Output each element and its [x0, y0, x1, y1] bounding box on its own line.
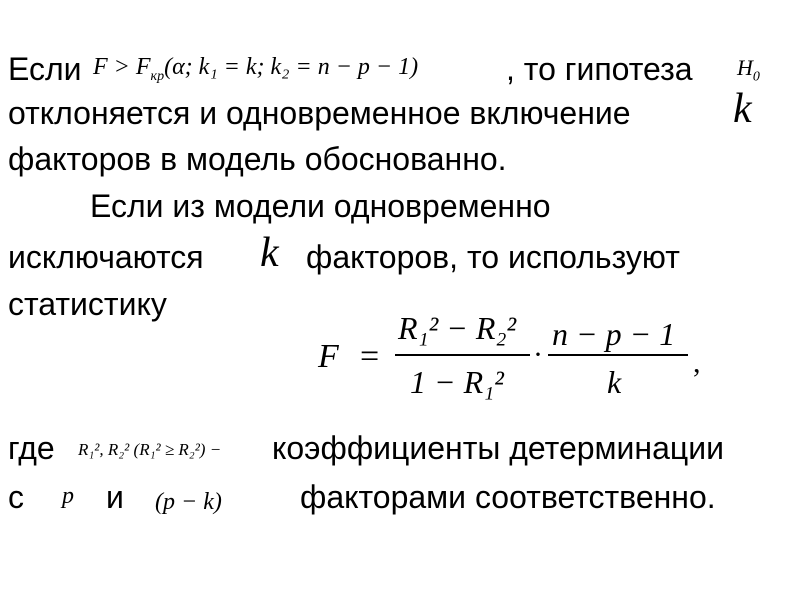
hyp-letter: H	[737, 55, 753, 80]
line8-mid: и	[106, 479, 124, 515]
fraction1-bar	[395, 354, 530, 356]
eq-lhs: F	[318, 338, 339, 375]
line5-right: факторов, то используют	[306, 239, 680, 275]
hyp-index: 0	[752, 69, 760, 85]
line1-suffix: , то гипотеза	[506, 51, 693, 87]
var-p-minus-k: (p − k)	[155, 489, 222, 515]
fraction1-denominator: 1 − R₁²	[410, 364, 504, 400]
fraction2-numerator: n − p − 1	[552, 316, 676, 352]
line1-prefix: Если	[8, 51, 82, 87]
fraction1-numerator: R₁² − R₂²	[398, 310, 517, 346]
fraction2-denominator: k	[607, 364, 622, 400]
var-p: p	[62, 483, 74, 509]
line7-suffix: коэффициенты детерминации	[272, 430, 724, 466]
var-k-2: k	[260, 230, 279, 276]
line8-prefix: с	[8, 479, 24, 515]
line7-prefix: где	[8, 430, 55, 466]
line2-text: отклоняется и одновременное включение	[8, 95, 631, 131]
line3-text: факторов в модель обоснованно.	[8, 141, 507, 177]
eq-dot: ·	[533, 338, 543, 371]
formula-main: F > F	[93, 54, 151, 80]
var-k-1: k	[733, 86, 752, 132]
line8-suffix: факторами соответственно.	[300, 479, 716, 515]
formula-args: (α; k₁ = k; k₂ = n − p − 1)	[164, 54, 419, 80]
eq-equals: =	[360, 338, 380, 375]
formula-sub: кр	[150, 68, 165, 84]
hypothesis-symbol	[737, 55, 760, 85]
condition-formula	[93, 54, 419, 84]
line4-text: Если из модели одновременно	[90, 188, 551, 224]
r-squared-terms: R₁², R₂² (R₁² ≥ R₂²) −	[78, 440, 222, 459]
eq-comma: ,	[693, 346, 701, 379]
line5-left: исключаются	[8, 239, 204, 275]
fraction2-bar	[548, 354, 688, 356]
line6-text: статистику	[8, 286, 167, 322]
